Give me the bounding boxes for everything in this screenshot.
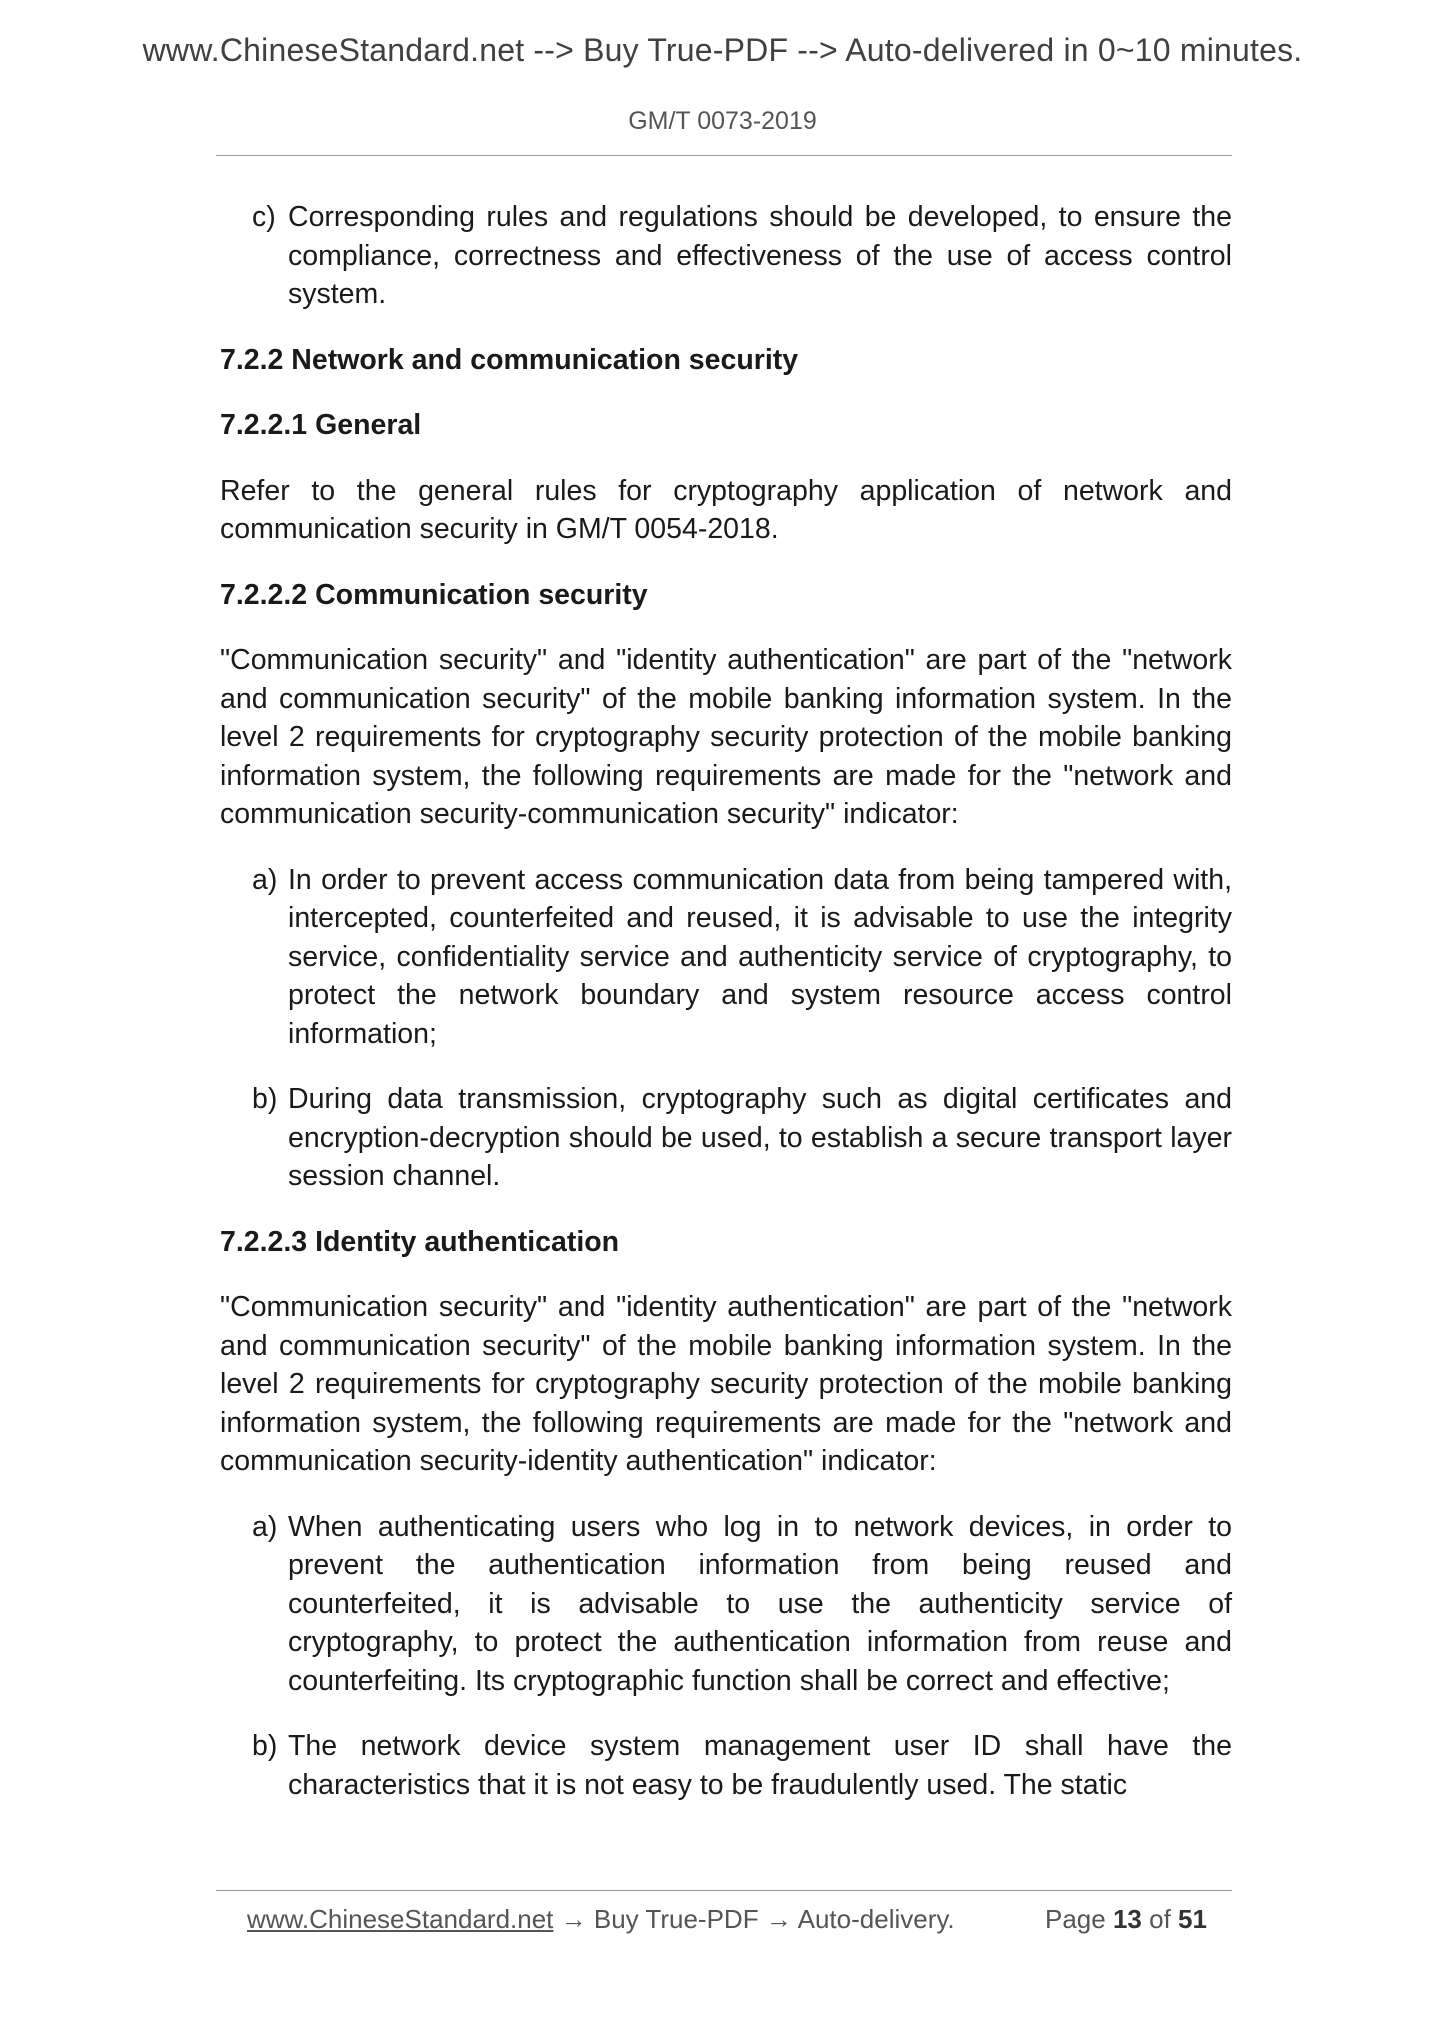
list-item-label: b) (252, 1730, 278, 1762)
section-heading-7-2-2-3: 7.2.2.3 Identity authentication (220, 1225, 620, 1258)
paragraph-identity-authentication: "Communication security" and "identity authentication" are part of the "network and communication security" of the mobile banking information system. In the level 2 requirements for cryptography security protection of the mobile banking information system, the following requirements are made for the "network and communication security-identity authentication" indicator: (220, 1291, 1232, 1477)
of-word: of (1149, 1904, 1171, 1934)
list-item-label: a) (252, 1510, 278, 1543)
arrow-right-icon: → (560, 1904, 587, 1934)
header-divider (216, 155, 1232, 156)
current-page-number: 13 (1112, 1904, 1142, 1934)
list-item (220, 198, 1232, 314)
list-item-text: In order to prevent access communication data from being tampered with, intercepted, counterfeited and reused, it is advisable to use the integrity service, confidentiality service and authenticity service of cryptography, to protect the network boundary and system resource access control information; (288, 863, 1232, 1050)
footer-buy-text: Buy True-PDF (593, 1904, 759, 1934)
footer-promo (247, 1904, 955, 1935)
list-item-text: When authenticating users who log in to network devices, in order to prevent the authentication information from being reused and counterfeited, it is advisable to use the authenticity service of cryptography, to protect the authentication information from reuse and counterfeiting. Its cryptographic function shall be correct and effective; (288, 1510, 1232, 1697)
list-item-text: During data transmission, cryptography such as digital certificates and encryption-decryption should be used, to establish a secure transport layer session channel. (288, 1083, 1232, 1192)
list-item-text: Corresponding rules and regulations should be developed, to ensure the compliance, correctness and effectiveness of the use of access control system. (288, 201, 1232, 310)
list-item (220, 1727, 1232, 1804)
section-heading-7-2-2-1: 7.2.2.1 General (220, 409, 422, 441)
page-word: Page (1045, 1904, 1106, 1934)
section-heading-7-2-2-2: 7.2.2.2 Communication security (220, 578, 648, 611)
footer-site-link[interactable]: www.ChineseStandard.net (247, 1904, 554, 1934)
page-body (220, 198, 1232, 1804)
section-heading-7-2-2: 7.2.2 Network and communication security (220, 343, 799, 376)
list-item-label: b) (252, 1083, 278, 1115)
list-item-text: The network device system management user ID shall have the characteristics that it is not easy to be fraudulently used. The static (288, 1730, 1232, 1801)
total-page-count: 51 (1178, 1904, 1207, 1934)
page-indicator (1045, 1904, 1207, 1935)
footer-divider (216, 1890, 1232, 1891)
list-item-label: a) (252, 863, 278, 896)
list-item (220, 1508, 1232, 1701)
footer-auto-text: Auto-delivery. (797, 1904, 955, 1934)
list-item (220, 861, 1232, 1054)
paragraph-communication-security: "Communication security" and "identity authentication" are part of the "network and communication security" of the mobile banking information system. In the level 2 requirements for cryptography security protection of the mobile banking information system, the following requirements are made for the "network and communication security-communication security" indicator: (220, 644, 1232, 830)
paragraph-general: Refer to the general rules for cryptography application of network and communication security in GM/T 0054-2018. (220, 474, 1232, 545)
arrow-right-icon: → (765, 1904, 792, 1934)
document-number: GM/T 0073-2019 (628, 107, 817, 135)
list-item-label: c) (252, 201, 276, 233)
site-banner: www.ChineseStandard.net --> Buy True-PDF --> Auto-delivered in 0~10 minutes. (142, 32, 1303, 68)
list-item (220, 1080, 1232, 1196)
